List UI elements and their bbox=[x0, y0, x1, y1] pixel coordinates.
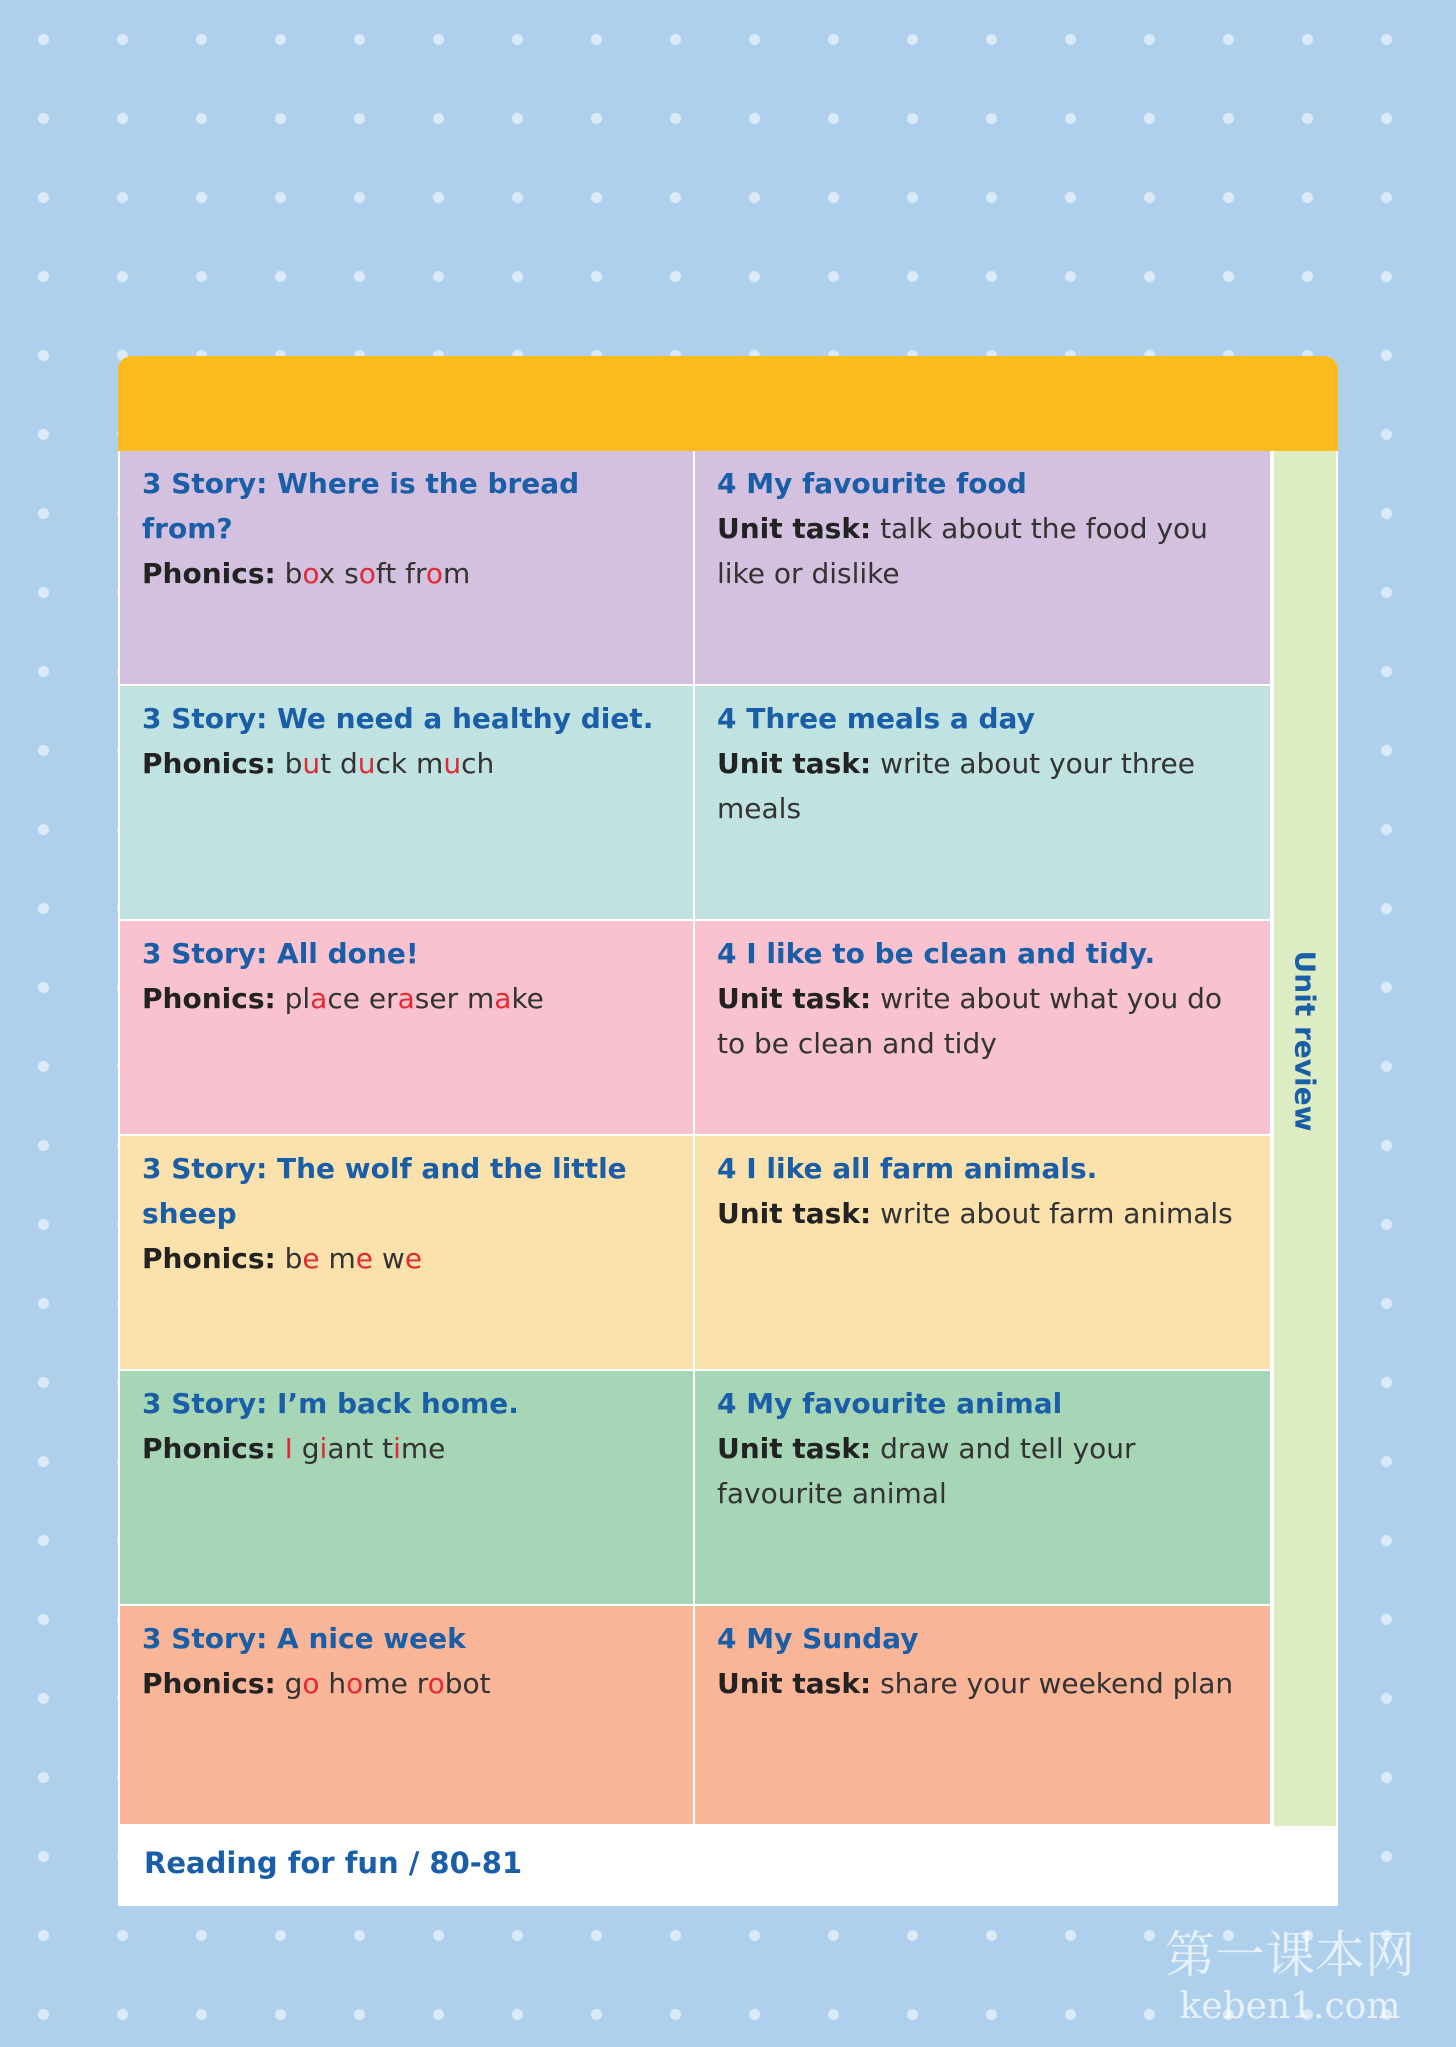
phonics-text-segment: ck m bbox=[375, 747, 444, 780]
row-2-story bbox=[118, 686, 695, 921]
phonics-highlight-letter: i bbox=[319, 1432, 328, 1465]
row-5-story bbox=[118, 1371, 695, 1606]
phonics-label: Phonics: bbox=[142, 1667, 276, 1700]
story-title: 3 Story: The wolf and the little sheep bbox=[142, 1152, 627, 1230]
phonics-words bbox=[285, 557, 471, 590]
phonics-highlight-letter: e bbox=[355, 1242, 374, 1275]
unit-task-text: write about what you do to be clean and tidy bbox=[717, 982, 1222, 1060]
phonics-label: Phonics: bbox=[142, 557, 276, 590]
phonics-text-segment: ch bbox=[461, 747, 495, 780]
phonics-text-segment: b bbox=[284, 557, 303, 590]
phonics-words bbox=[285, 747, 495, 780]
lesson-title: 4 My favourite animal bbox=[717, 1387, 1063, 1420]
phonics-text-segment: me r bbox=[363, 1667, 428, 1700]
phonics-text-segment: ser m bbox=[414, 982, 495, 1015]
row-3-story bbox=[118, 921, 695, 1136]
story-title: 3 Story: I’m back home. bbox=[142, 1387, 519, 1420]
phonics-highlight-letter: e bbox=[404, 1242, 423, 1275]
reading-for-fun-link: Reading for fun / 80-81 bbox=[144, 1846, 523, 1880]
phonics-words bbox=[285, 1242, 422, 1275]
row-5-task bbox=[695, 1371, 1272, 1606]
story-title: 3 Story: Where is the bread from? bbox=[142, 467, 580, 545]
phonics-highlight-letter: I bbox=[284, 1432, 293, 1465]
phonics-highlight-letter: a bbox=[494, 982, 512, 1015]
unit-review-label: Unit review bbox=[1288, 950, 1322, 1132]
unit-task-label: Unit task: bbox=[717, 1432, 872, 1465]
phonics-text-segment: t d bbox=[320, 747, 358, 780]
unit-task-label: Unit task: bbox=[717, 1667, 872, 1700]
phonics-highlight-letter: u bbox=[443, 747, 462, 780]
phonics-label: Phonics: bbox=[142, 982, 276, 1015]
phonics-highlight-letter: u bbox=[357, 747, 376, 780]
units-grid bbox=[118, 451, 1272, 1826]
row-1-story bbox=[118, 451, 695, 686]
phonics-highlight-letter: a bbox=[397, 982, 415, 1015]
lesson-title: 4 My Sunday bbox=[717, 1622, 919, 1655]
phonics-label: Phonics: bbox=[142, 1242, 276, 1275]
story-title: 3 Story: A nice week bbox=[142, 1622, 466, 1655]
phonics-words bbox=[285, 982, 544, 1015]
phonics-text-segment: w bbox=[373, 1242, 405, 1275]
watermark-chinese: 第一课本网 bbox=[1165, 1926, 1415, 1984]
phonics-label: Phonics: bbox=[142, 747, 276, 780]
phonics-text-segment: b bbox=[284, 747, 303, 780]
phonics-highlight-letter: o bbox=[302, 557, 319, 590]
phonics-text-segment: b bbox=[284, 1242, 303, 1275]
lesson-title: 4 I like all farm animals. bbox=[717, 1152, 1098, 1185]
unit-review-sidebar bbox=[1274, 451, 1336, 1826]
row-4-task bbox=[695, 1136, 1272, 1371]
phonics-text-segment: bot bbox=[444, 1667, 491, 1700]
panel-header-bar bbox=[118, 356, 1338, 451]
phonics-highlight-letter: o bbox=[346, 1667, 364, 1700]
phonics-text-segment: ant t bbox=[327, 1432, 394, 1465]
phonics-highlight-letter: o bbox=[427, 1667, 445, 1700]
phonics-highlight-letter: a bbox=[310, 982, 328, 1015]
watermark-url: keben1.com bbox=[1179, 1986, 1401, 2027]
phonics-highlight-letter: u bbox=[302, 747, 321, 780]
phonics-text-segment: ft fr bbox=[375, 557, 426, 590]
row-1-task bbox=[695, 451, 1272, 686]
row-6-story bbox=[118, 1606, 695, 1826]
phonics-text-segment: h bbox=[319, 1667, 347, 1700]
phonics-text-segment: pl bbox=[284, 982, 311, 1015]
phonics-words bbox=[285, 1667, 491, 1700]
phonics-words bbox=[285, 1432, 446, 1465]
lesson-title: 4 Three meals a day bbox=[717, 702, 1035, 735]
row-2-task bbox=[695, 686, 1272, 921]
story-title: 3 Story: We need a healthy diet. bbox=[142, 702, 654, 735]
phonics-text-segment: g bbox=[292, 1432, 320, 1465]
phonics-text-segment: ce er bbox=[327, 982, 398, 1015]
lesson-title: 4 I like to be clean and tidy. bbox=[717, 937, 1156, 970]
unit-task-text: draw and tell your favourite animal bbox=[717, 1432, 1136, 1510]
unit-task-label: Unit task: bbox=[717, 512, 872, 545]
phonics-text-segment: g bbox=[284, 1667, 303, 1700]
lesson-title: 4 My favourite food bbox=[717, 467, 1027, 500]
phonics-text-segment: m bbox=[319, 1242, 356, 1275]
phonics-highlight-letter: o bbox=[302, 1667, 320, 1700]
phonics-text-segment: m bbox=[443, 557, 471, 590]
unit-task-text: write about your three meals bbox=[717, 747, 1195, 825]
unit-overview-panel bbox=[118, 356, 1338, 1906]
phonics-highlight-letter: e bbox=[302, 1242, 320, 1275]
unit-task-label: Unit task: bbox=[717, 747, 872, 780]
row-4-story bbox=[118, 1136, 695, 1371]
story-title: 3 Story: All done! bbox=[142, 937, 419, 970]
row-6-task bbox=[695, 1606, 1272, 1826]
unit-task-text: write about farm animals bbox=[880, 1197, 1233, 1230]
phonics-highlight-letter: i bbox=[393, 1432, 401, 1465]
unit-task-text: share your weekend plan bbox=[880, 1667, 1234, 1700]
phonics-label: Phonics: bbox=[142, 1432, 276, 1465]
phonics-text-segment: x s bbox=[318, 557, 359, 590]
unit-task-text: talk about the food you like or dislike bbox=[717, 512, 1208, 590]
phonics-highlight-letter: o bbox=[358, 557, 376, 590]
unit-task-label: Unit task: bbox=[717, 1197, 872, 1230]
phonics-highlight-letter: o bbox=[425, 557, 443, 590]
row-3-task bbox=[695, 921, 1272, 1136]
unit-task-label: Unit task: bbox=[717, 982, 872, 1015]
footer-bar bbox=[118, 1826, 1338, 1906]
phonics-text-segment: ke bbox=[511, 982, 544, 1015]
phonics-text-segment: me bbox=[400, 1432, 446, 1465]
watermark bbox=[1140, 1925, 1440, 2029]
